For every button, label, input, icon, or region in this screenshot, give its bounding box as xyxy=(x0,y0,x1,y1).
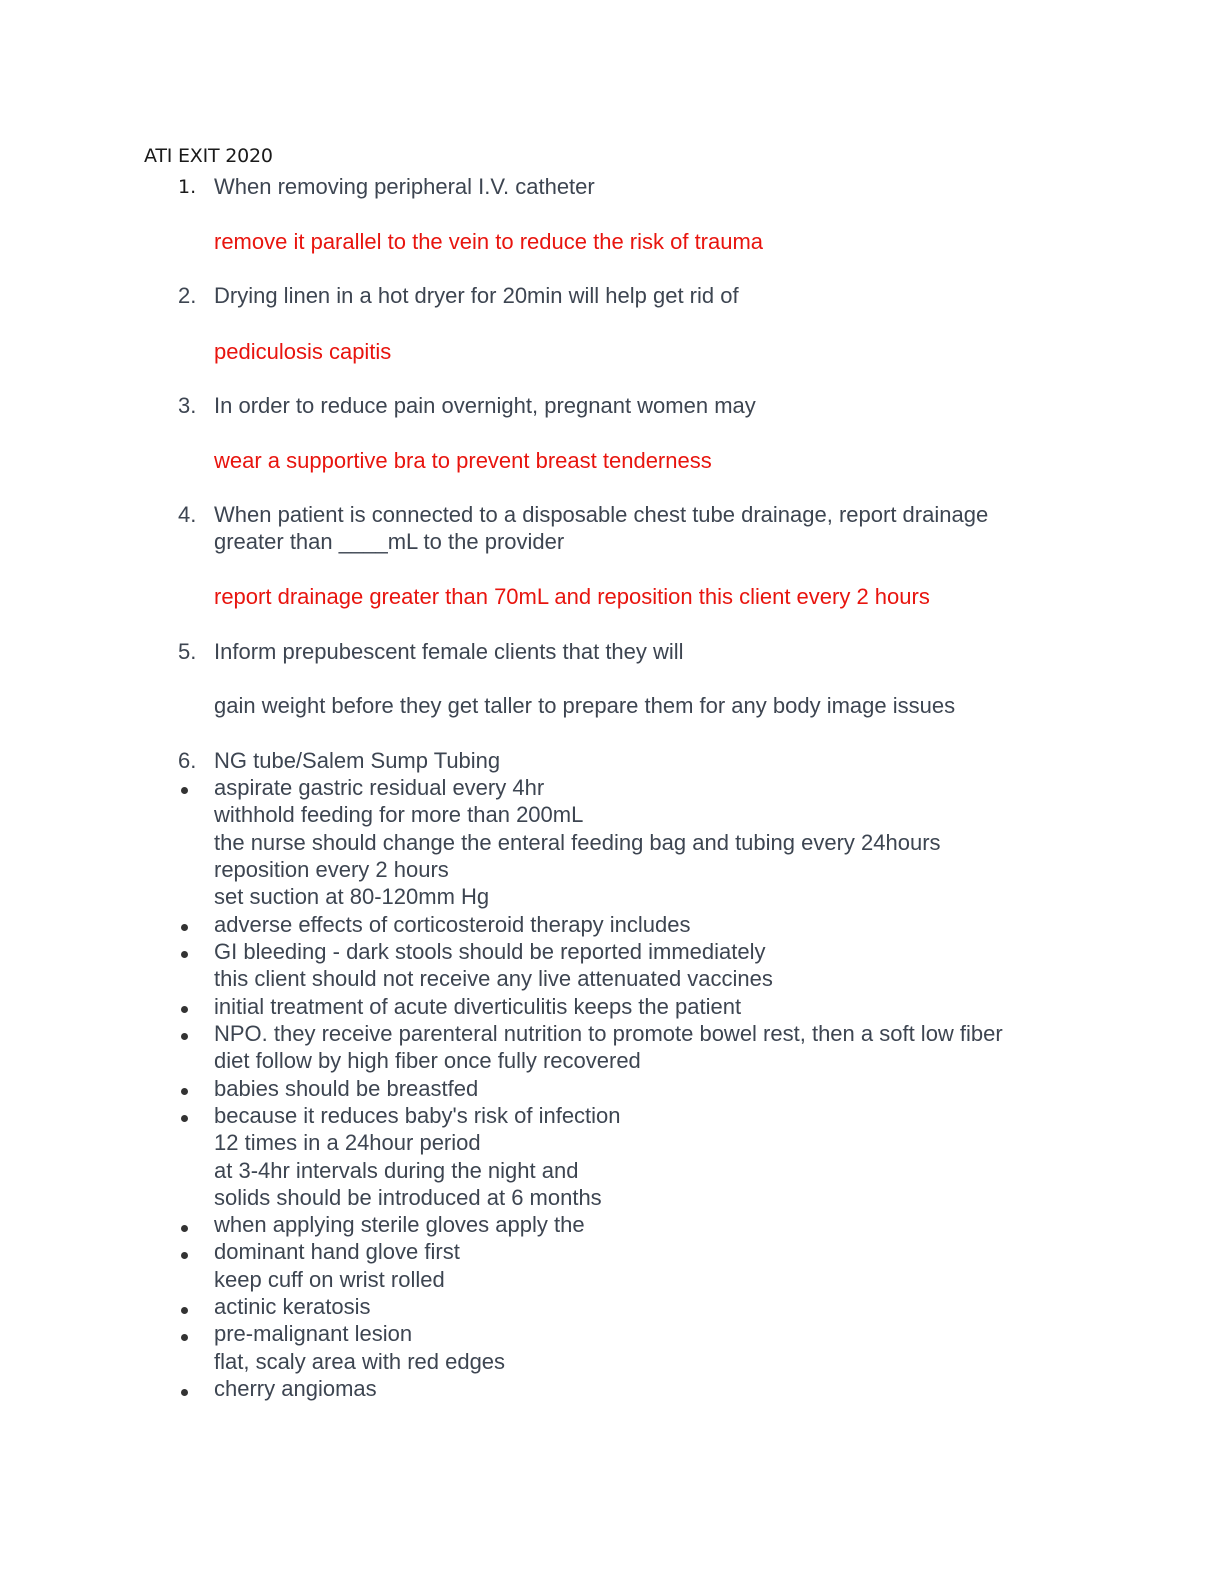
list-item-continued: diet follow by high fiber once fully recovered xyxy=(214,1048,641,1073)
list-item: GI bleeding - dark stools should be reported immediately xyxy=(214,939,766,964)
bullet-icon xyxy=(181,1307,188,1314)
bullet-icon xyxy=(181,1389,188,1396)
question-answer: report drainage greater than 70mL and reposition this client every 2 hours xyxy=(214,584,930,609)
list-item: adverse effects of corticosteroid therapy includes xyxy=(214,912,691,937)
question-prompt: NG tube/Salem Sump Tubing xyxy=(214,748,501,773)
list-item-continued: solids should be introduced at 6 months xyxy=(214,1185,602,1210)
list-item-continued: at 3-4hr intervals during the night and xyxy=(214,1158,579,1183)
list-item: pre-malignant lesion xyxy=(214,1321,413,1346)
list-item: actinic keratosis xyxy=(214,1294,371,1319)
list-item-continued: 12 times in a 24hour period xyxy=(214,1130,481,1155)
bullet-icon xyxy=(181,1006,188,1013)
question-prompt: When patient is connected to a disposable chest tube drainage, report drainage xyxy=(214,502,989,527)
list-item: because it reduces baby's risk of infection xyxy=(214,1103,621,1128)
question-prompt-continued: greater than ____mL to the provider xyxy=(214,529,565,554)
question-number: 5. xyxy=(178,639,197,664)
question-prompt: When removing peripheral I.V. catheter xyxy=(214,174,595,199)
list-item-continued: this client should not receive any live attenuated vaccines xyxy=(214,966,773,991)
bullet-icon xyxy=(181,1252,188,1259)
bullet-icon xyxy=(181,1115,188,1122)
question-number: 6. xyxy=(178,748,197,773)
bullet-icon xyxy=(181,787,188,794)
question-number: 3. xyxy=(178,393,197,418)
list-item-continued: keep cuff on wrist rolled xyxy=(214,1267,445,1292)
question-answer: pediculosis capitis xyxy=(214,339,392,364)
bullet-icon xyxy=(181,924,188,931)
bullet-icon xyxy=(181,1088,188,1095)
list-item-continued: withhold feeding for more than 200mL xyxy=(214,802,584,827)
question-answer: gain weight before they get taller to prepare them for any body image issues xyxy=(214,693,956,718)
question-prompt: Drying linen in a hot dryer for 20min will help get rid of xyxy=(214,283,739,308)
question-number: 1. xyxy=(178,176,197,198)
list-item: NPO. they receive parenteral nutrition to promote bowel rest, then a soft low fiber xyxy=(214,1021,1003,1046)
document-title: ATI EXIT 2020 xyxy=(144,145,273,167)
list-item: babies should be breastfed xyxy=(214,1076,479,1101)
list-item-continued: flat, scaly area with red edges xyxy=(214,1349,506,1374)
list-item: when applying sterile gloves apply the xyxy=(214,1212,585,1237)
question-number: 4. xyxy=(178,502,197,527)
question-prompt: Inform prepubescent female clients that they will xyxy=(214,639,684,664)
question-number: 2. xyxy=(178,283,197,308)
bullet-icon xyxy=(181,1225,188,1232)
list-item: cherry angiomas xyxy=(214,1376,377,1401)
list-item: initial treatment of acute diverticulitis keeps the patient xyxy=(214,994,742,1019)
list-item: aspirate gastric residual every 4hr xyxy=(214,775,545,800)
question-answer: remove it parallel to the vein to reduce the risk of trauma xyxy=(214,229,764,254)
list-item-continued: reposition every 2 hours xyxy=(214,857,449,882)
bullet-icon xyxy=(181,951,188,958)
bullet-icon xyxy=(181,1033,188,1040)
question-answer: wear a supportive bra to prevent breast tenderness xyxy=(214,448,712,473)
question-prompt: In order to reduce pain overnight, pregnant women may xyxy=(214,393,756,418)
list-item-continued: set suction at 80-120mm Hg xyxy=(214,884,490,909)
list-item-continued: the nurse should change the enteral feeding bag and tubing every 24hours xyxy=(214,830,941,855)
bullet-icon xyxy=(181,1334,188,1341)
list-item: dominant hand glove first xyxy=(214,1239,460,1264)
